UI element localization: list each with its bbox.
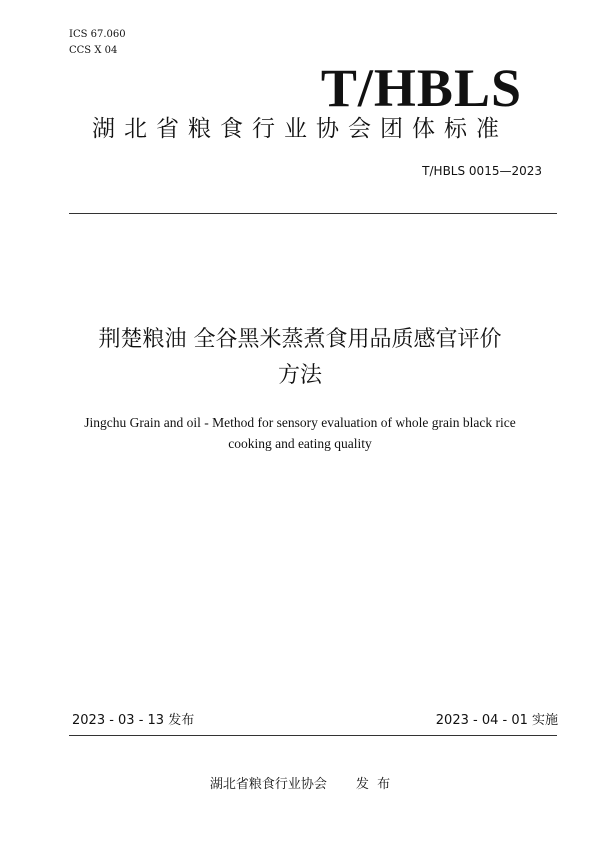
standard-number: T/HBLS 0015—2023 — [422, 164, 542, 178]
top-divider — [69, 213, 557, 214]
english-title — [40, 412, 560, 454]
classification-codes — [69, 27, 126, 59]
standard-brand-logo: T/HBLS — [320, 58, 522, 118]
organization-title: 湖北省粮食行业协会团体标准 — [92, 116, 508, 142]
chinese-title-line-2: 方法 — [277, 363, 322, 388]
publisher-line — [180, 776, 420, 794]
chinese-title-line-1: 荆楚粮油 全谷黑米蒸煮食用品质感官评价 — [98, 327, 502, 352]
ccs-code: CCS X 04 — [69, 45, 118, 56]
implement-date: 2023 - 04 - 01 实施 — [435, 713, 558, 728]
ics-code: ICS 67.060 — [69, 29, 126, 40]
english-title-line-1: Jingchu Grain and oil - Method for sensory evaluation of whole grain black rice — [84, 415, 516, 430]
english-title-line-2: cooking and eating quality — [228, 436, 372, 451]
publish-date: 2023 - 03 - 13 发布 — [72, 713, 195, 728]
chinese-title — [30, 322, 570, 394]
publisher-name: 湖北省粮食行业协会 — [209, 777, 327, 792]
bottom-divider — [69, 735, 557, 736]
publish-label: 发 布 — [355, 777, 391, 792]
